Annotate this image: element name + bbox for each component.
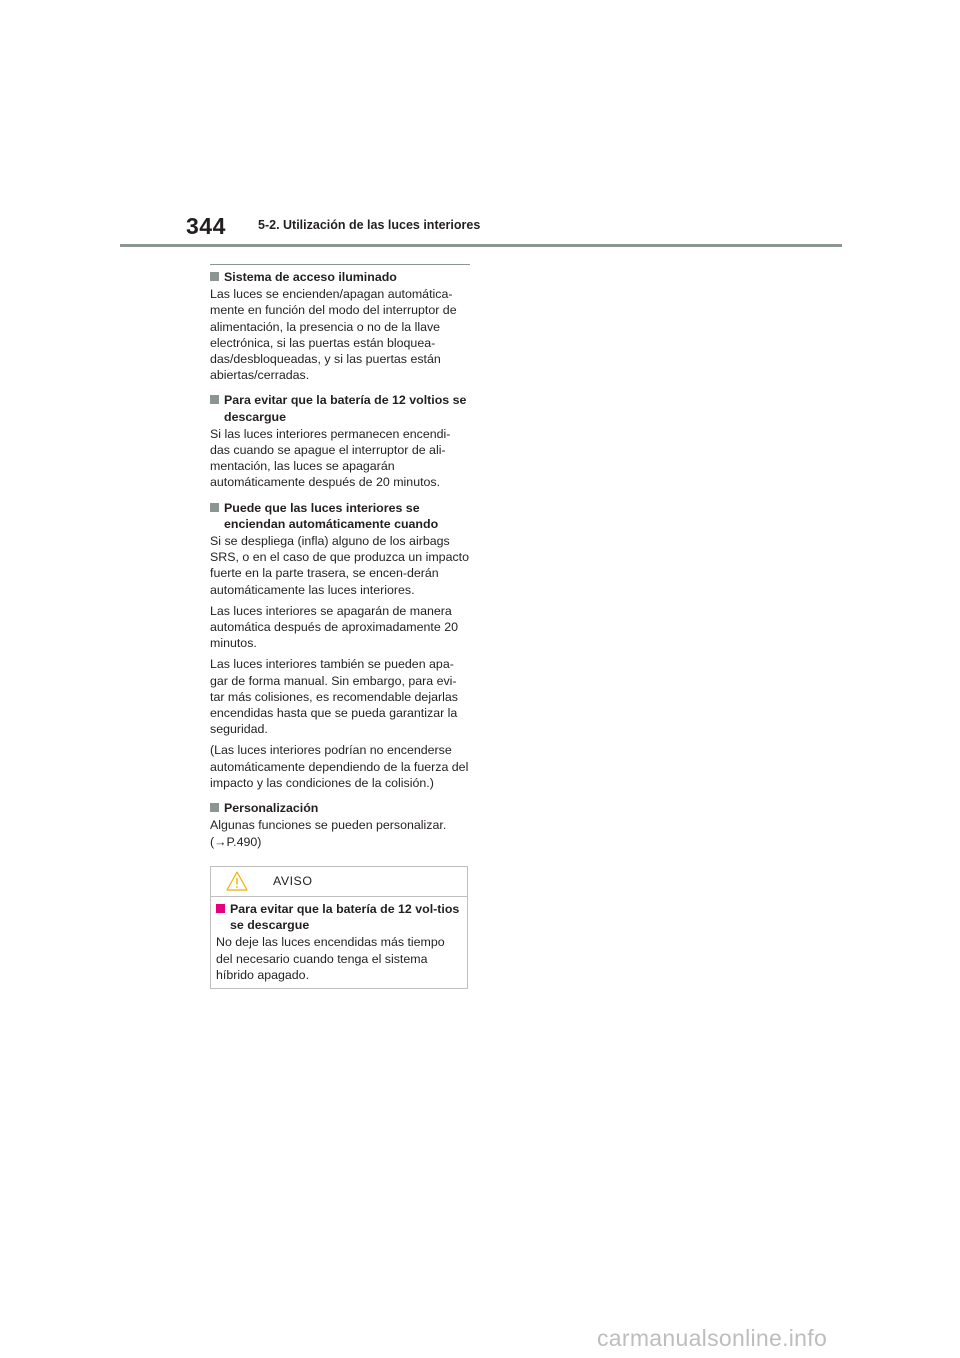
paragraph: Las luces se encienden/apagan automática-mente en función del modo del interruptor de alimentación, la presencia o no de la llave electrónica, si las puertas están bloquea-das/desbloqueadas, y si las puertas están abiertas/cerradas. xyxy=(210,287,457,383)
section-heading xyxy=(210,500,470,532)
square-bullet-icon xyxy=(216,904,225,913)
section-encendido-automatico xyxy=(210,500,470,791)
warning-box xyxy=(210,866,468,989)
paragraph: Algunas funciones se pueden personalizar. (→P.490) xyxy=(210,818,447,849)
section-heading-text: Para evitar que la batería de 12 voltios se descargue xyxy=(224,393,467,424)
section-title: 5-2. Utilización de las luces interiores xyxy=(258,218,481,232)
warning-heading xyxy=(216,901,461,933)
section-heading-text: Puede que las luces interiores se enciendan automáticamente cuando xyxy=(224,500,439,531)
warning-triangle-icon xyxy=(226,871,248,895)
section-heading-text: Sistema de acceso iluminado xyxy=(224,270,397,284)
paragraph: Las luces interiores también se pueden apa-gar de forma manual. Sin embargo, para evi-tar más colisiones, es recomendable dejarlas encendidas hasta que se pueda garantizar la seguridad. xyxy=(210,657,458,737)
page-number: 344 xyxy=(186,213,226,239)
paragraph: (Las luces interiores podrían no encenderse automáticamente dependiendo de la fuerza del impacto y las condiciones de la colisión.) xyxy=(210,743,469,790)
paragraph: Si las luces interiores permanecen encendi-das cuando se apague el interruptor de ali-mentación, las luces se apagarán automáticamente después de 20 minutos. xyxy=(210,426,451,490)
warning-label: AVISO xyxy=(273,874,313,888)
square-bullet-icon xyxy=(210,503,219,512)
section-evitar-descarga xyxy=(210,392,470,490)
header-rule xyxy=(120,244,842,247)
warning-heading-text: Para evitar que la batería de 12 vol-tios se descargue xyxy=(230,902,460,933)
warning-body xyxy=(211,897,467,983)
square-bullet-icon xyxy=(210,803,219,812)
section-sistema-acceso xyxy=(210,269,470,383)
section-heading xyxy=(210,392,470,424)
warning-text: No deje las luces encendidas más tiempo del necesario cuando tenga el sistema híbrido apagado. xyxy=(216,935,445,982)
paragraph: Si se despliega (infla) alguno de los airbags SRS, o en el caso de que produzca un impacto fuerte en la parte trasera, se encen-derán automáticamente las luces interiores. xyxy=(210,534,469,597)
watermark: carmanualsonline.info xyxy=(597,1325,828,1351)
main-column xyxy=(210,264,470,859)
paragraph: Las luces interiores se apagarán de manera automática después de aproximadamente 20 minutos. xyxy=(210,603,458,651)
section-heading xyxy=(210,269,470,285)
square-bullet-icon xyxy=(210,395,219,404)
square-bullet-icon xyxy=(210,272,219,281)
warning-header xyxy=(211,867,467,897)
section-personalizacion xyxy=(210,800,470,850)
section-heading xyxy=(210,800,470,816)
section-heading-text: Personalización xyxy=(224,801,319,816)
column-top-rule xyxy=(210,264,470,265)
